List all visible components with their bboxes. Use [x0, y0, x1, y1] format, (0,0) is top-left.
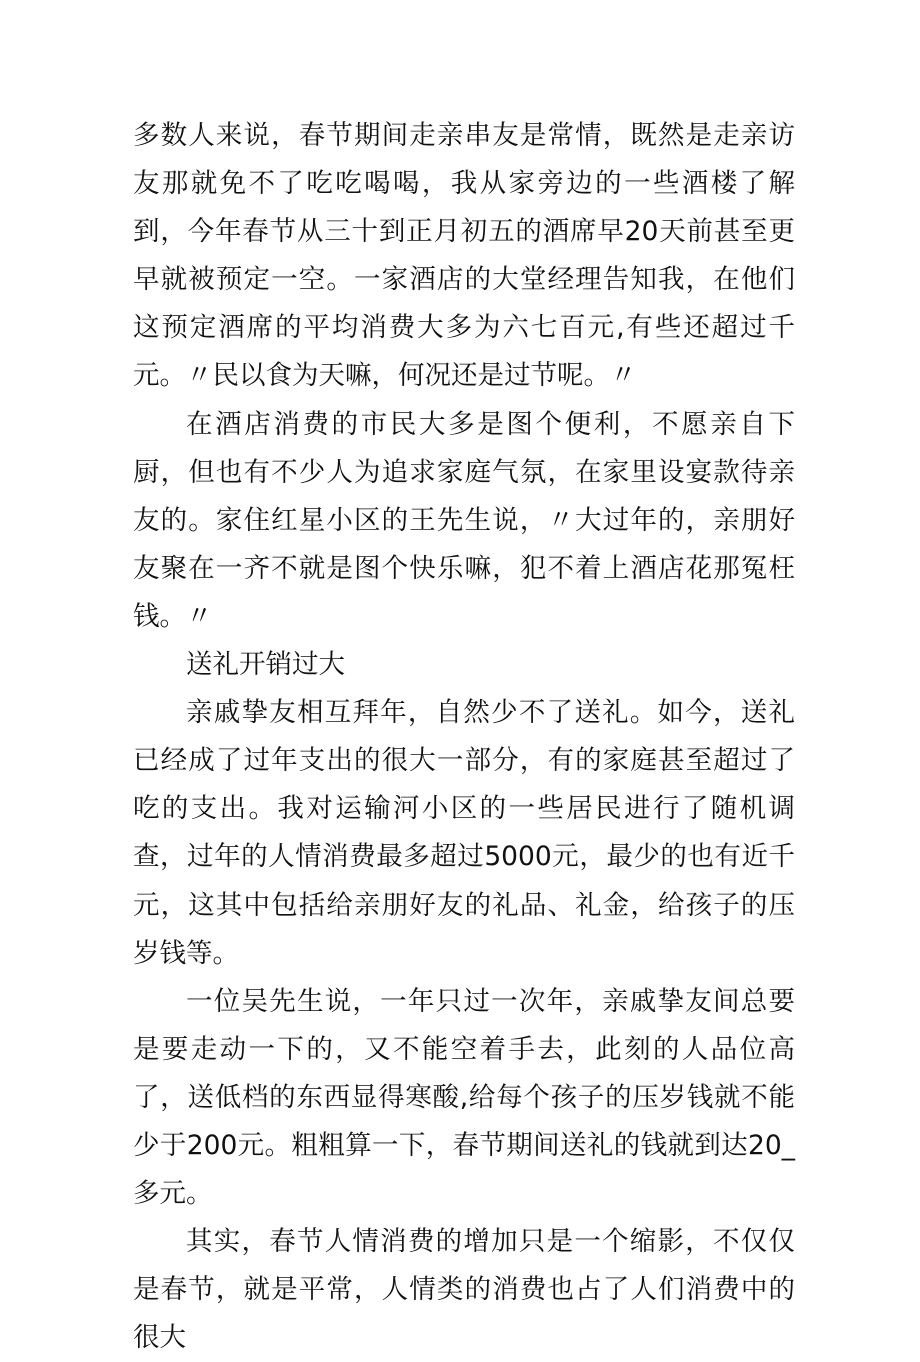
paragraph-gift-survey: 亲戚挚友相互拜年，自然少不了送礼。如今，送礼已经成了过年支出的很大一部分，有的家庭甚至超过了吃的支出。我对运输河小区的一些居民进行了随机调查，过年的人情消费最多超过5000元，最少的也有近千元，这其中包括给亲朋好友的礼品、礼金，给孩子的压岁钱等。 [133, 697, 795, 969]
paragraph-dining-out: 多数人来说，春节期间走亲串友是常情，既然是走亲访友那就免不了吃吃喝喝，我从家旁边的一些酒楼了解到，今年春节从三十到正月初五的酒席早20天前甚至更早就被预定一空。一家酒店的大堂经理告知我，在他们这预定酒席的平均消费大多为六七百元,有些还超过千元。〃民以食为天嘛，何况还是过节呢。〃 [133, 120, 795, 392]
section-heading-gift-spending: 送礼开销过大 [186, 649, 345, 681]
paragraph-mr-wu-quote: 一位吴先生说，一年只过一次年，亲戚挚友间总要是要走动一下的，又不能空着手去，此刻的人品位高了，送低档的东西显得寒酸,给每个孩子的压岁钱就不能少于200元。粗粗算一下，春节期间送礼的钱就到达20_多元。 [133, 985, 795, 1210]
paragraph-home-banquet: 在酒店消费的市民大多是图个便利，不愿亲自下厨，但也有不少人为追求家庭气氛，在家里设宴款待亲友的。家住红星小区的王先生说，〃大过年的，亲朋好友聚在一齐不就是图个快乐嘛，犯不着上酒店花那冤枉钱。〃 [133, 408, 795, 632]
paragraph-conclusion: 其实，春节人情消费的增加只是一个缩影，不仅仅是春节，就是平常，人情类的消费也占了人们消费中的很大 [133, 1226, 795, 1354]
article-body [133, 112, 795, 1362]
